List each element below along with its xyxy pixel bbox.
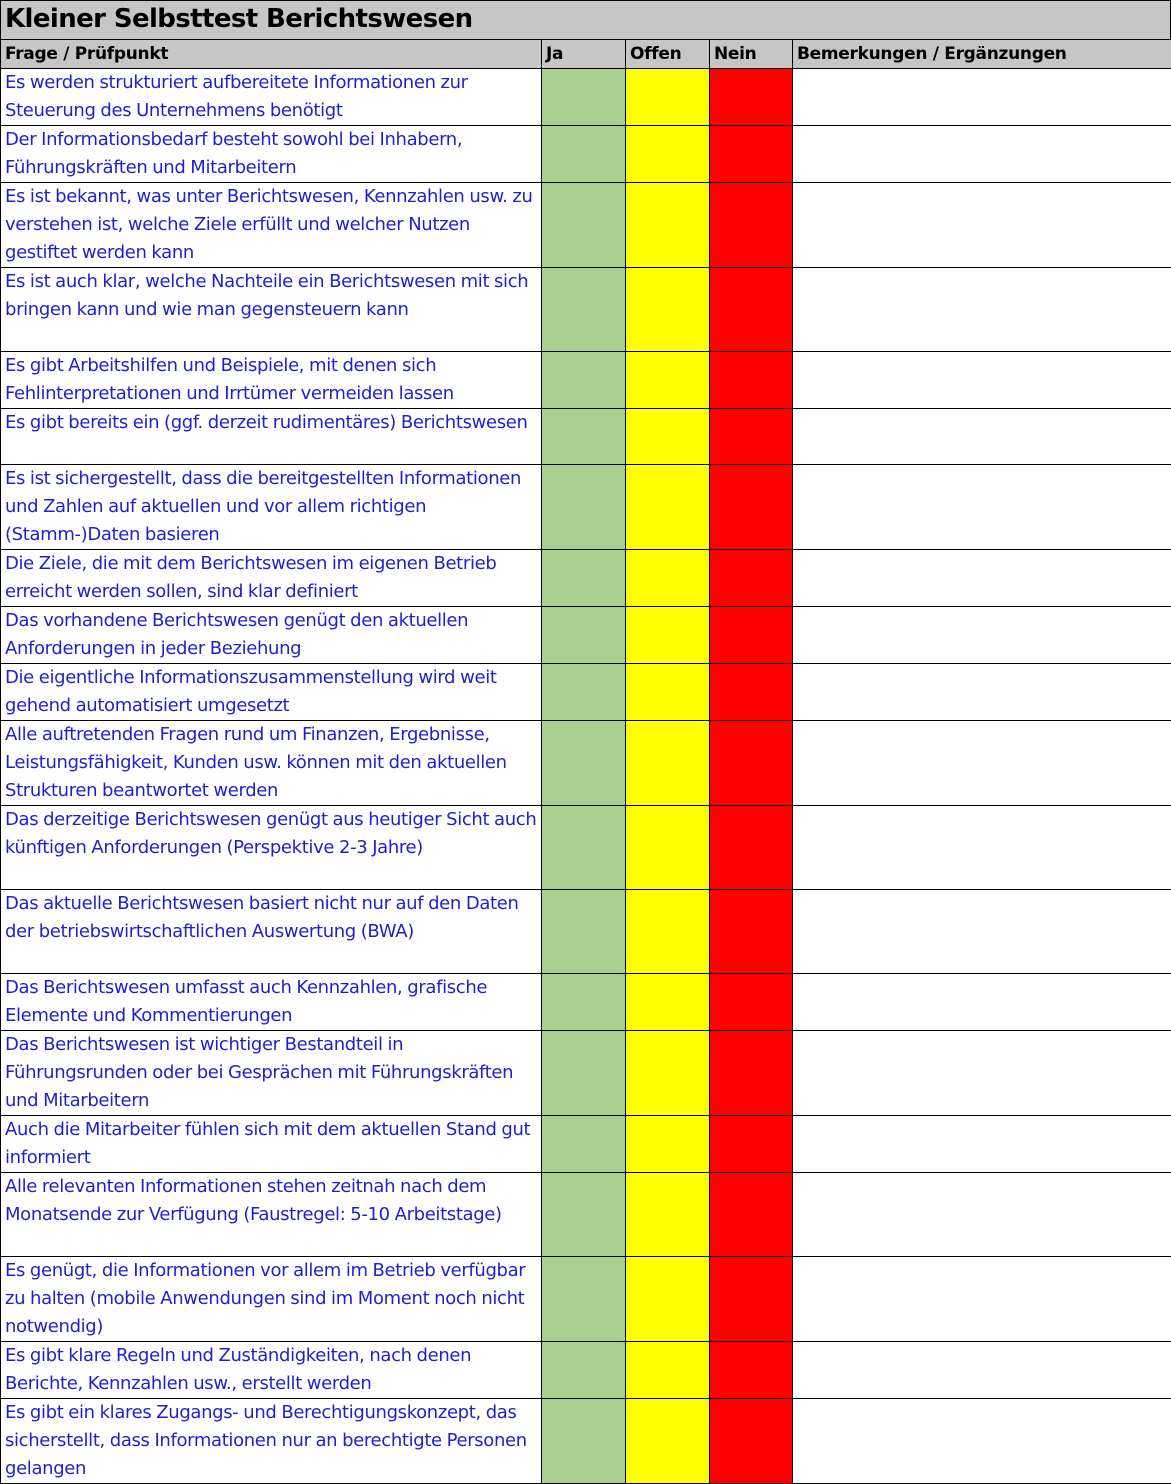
question-cell: Es gibt bereits ein (ggf. derzeit rudimentäres) Berichtswesen — [1, 409, 542, 465]
yes-cell[interactable] — [542, 974, 626, 1031]
header-remarks: Bemerkungen / Ergänzungen — [793, 40, 1171, 69]
open-cell[interactable] — [626, 1342, 710, 1399]
yes-cell[interactable] — [542, 550, 626, 607]
remarks-cell[interactable] — [793, 890, 1171, 974]
no-cell[interactable] — [710, 1116, 793, 1173]
no-cell[interactable] — [710, 721, 793, 806]
table-row — [1, 1116, 1171, 1173]
table-row — [1, 607, 1171, 664]
question-cell: Alle relevanten Informationen stehen zeitnah nach dem Monatsende zur Verfügung (Faustregel: 5-10 Arbeitstage) — [1, 1173, 542, 1257]
remarks-cell[interactable] — [793, 607, 1171, 664]
no-cell[interactable] — [710, 1031, 793, 1116]
table-row — [1, 721, 1171, 806]
question-cell: Die eigentliche Informationszusammenstellung wird weit gehend automatisiert umgesetzt — [1, 664, 542, 721]
question-cell: Alle auftretenden Fragen rund um Finanzen, Ergebnisse, Leistungsfähigkeit, Kunden usw. können mit den aktuellen Strukturen beantwortet werden — [1, 721, 542, 806]
question-cell: Es ist bekannt, was unter Berichtswesen, Kennzahlen usw. zu verstehen ist, welche Ziele erfüllt und welcher Nutzen gestiftet werden kann — [1, 183, 542, 268]
open-cell[interactable] — [626, 974, 710, 1031]
no-cell[interactable] — [710, 1257, 793, 1342]
open-cell[interactable] — [626, 352, 710, 409]
question-cell: Der Informationsbedarf besteht sowohl bei Inhabern, Führungskräften und Mitarbeitern — [1, 126, 542, 183]
open-cell[interactable] — [626, 721, 710, 806]
yes-cell[interactable] — [542, 1031, 626, 1116]
open-cell[interactable] — [626, 1116, 710, 1173]
yes-cell[interactable] — [542, 268, 626, 352]
no-cell[interactable] — [710, 183, 793, 268]
no-cell[interactable] — [710, 465, 793, 550]
table-row — [1, 1257, 1171, 1342]
table-row — [1, 352, 1171, 409]
question-cell: Das Berichtswesen umfasst auch Kennzahlen, grafische Elemente und Kommentierungen — [1, 974, 542, 1031]
remarks-cell[interactable] — [793, 409, 1171, 465]
header-row — [1, 40, 1171, 69]
yes-cell[interactable] — [542, 409, 626, 465]
remarks-cell[interactable] — [793, 974, 1171, 1031]
question-cell: Es werden strukturiert aufbereitete Informationen zur Steuerung des Unternehmens benötigt — [1, 69, 542, 126]
remarks-cell[interactable] — [793, 352, 1171, 409]
question-cell: Es ist auch klar, welche Nachteile ein Berichtswesen mit sich bringen kann und wie man gegensteuern kann — [1, 268, 542, 352]
table-row — [1, 126, 1171, 183]
table-row — [1, 974, 1171, 1031]
question-cell: Auch die Mitarbeiter fühlen sich mit dem aktuellen Stand gut informiert — [1, 1116, 542, 1173]
remarks-cell[interactable] — [793, 1257, 1171, 1342]
table-row — [1, 1031, 1171, 1116]
no-cell[interactable] — [710, 806, 793, 890]
no-cell[interactable] — [710, 550, 793, 607]
table-row — [1, 1399, 1171, 1484]
header-question: Frage / Prüfpunkt — [1, 40, 542, 69]
yes-cell[interactable] — [542, 1257, 626, 1342]
remarks-cell[interactable] — [793, 69, 1171, 126]
remarks-cell[interactable] — [793, 550, 1171, 607]
yes-cell[interactable] — [542, 607, 626, 664]
no-cell[interactable] — [710, 1173, 793, 1257]
no-cell[interactable] — [710, 607, 793, 664]
no-cell[interactable] — [710, 126, 793, 183]
remarks-cell[interactable] — [793, 721, 1171, 806]
table-row — [1, 806, 1171, 890]
table-row — [1, 1342, 1171, 1399]
remarks-cell[interactable] — [793, 268, 1171, 352]
question-cell: Die Ziele, die mit dem Berichtswesen im eigenen Betrieb erreicht werden sollen, sind klar definiert — [1, 550, 542, 607]
yes-cell[interactable] — [542, 126, 626, 183]
yes-cell[interactable] — [542, 664, 626, 721]
table-row — [1, 550, 1171, 607]
open-cell[interactable] — [626, 69, 710, 126]
remarks-cell[interactable] — [793, 126, 1171, 183]
open-cell[interactable] — [626, 409, 710, 465]
remarks-cell[interactable] — [793, 465, 1171, 550]
open-cell[interactable] — [626, 268, 710, 352]
yes-cell[interactable] — [542, 69, 626, 126]
yes-cell[interactable] — [542, 183, 626, 268]
yes-cell[interactable] — [542, 1116, 626, 1173]
no-cell[interactable] — [710, 1342, 793, 1399]
sheet-title: Kleiner Selbsttest Berichtswesen — [0, 0, 1171, 39]
no-cell[interactable] — [710, 890, 793, 974]
open-cell[interactable] — [626, 607, 710, 664]
open-cell[interactable] — [626, 1257, 710, 1342]
no-cell[interactable] — [710, 974, 793, 1031]
table-row — [1, 69, 1171, 126]
open-cell[interactable] — [626, 550, 710, 607]
table-row — [1, 890, 1171, 974]
open-cell[interactable] — [626, 890, 710, 974]
question-cell: Das aktuelle Berichtswesen basiert nicht nur auf den Daten der betriebswirtschaftlichen Auswertung (BWA) — [1, 890, 542, 974]
question-cell: Es gibt klare Regeln und Zuständigkeiten, nach denen Berichte, Kennzahlen usw., erstellt werden — [1, 1342, 542, 1399]
header-open: Offen — [626, 40, 710, 69]
yes-cell[interactable] — [542, 721, 626, 806]
remarks-cell[interactable] — [793, 183, 1171, 268]
question-cell: Es gibt ein klares Zugangs- und Berechtigungskonzept, das sicherstellt, dass Informationen nur an berechtigte Personen gelangen — [1, 1399, 542, 1484]
no-cell[interactable] — [710, 409, 793, 465]
open-cell[interactable] — [626, 1173, 710, 1257]
yes-cell[interactable] — [542, 1399, 626, 1484]
table-row — [1, 183, 1171, 268]
open-cell[interactable] — [626, 806, 710, 890]
remarks-cell[interactable] — [793, 1399, 1171, 1484]
open-cell[interactable] — [626, 1399, 710, 1484]
yes-cell[interactable] — [542, 806, 626, 890]
question-cell: Es gibt Arbeitshilfen und Beispiele, mit denen sich Fehlinterpretationen und Irrtümer vermeiden lassen — [1, 352, 542, 409]
open-cell[interactable] — [626, 183, 710, 268]
open-cell[interactable] — [626, 1031, 710, 1116]
remarks-cell[interactable] — [793, 1031, 1171, 1116]
open-cell[interactable] — [626, 465, 710, 550]
yes-cell[interactable] — [542, 1342, 626, 1399]
no-cell[interactable] — [710, 664, 793, 721]
remarks-cell[interactable] — [793, 1173, 1171, 1257]
remarks-cell[interactable] — [793, 1342, 1171, 1399]
question-cell: Das Berichtswesen ist wichtiger Bestandteil in Führungsrunden oder bei Gesprächen mit Führungskräften und Mitarbeitern — [1, 1031, 542, 1116]
remarks-cell[interactable] — [793, 806, 1171, 890]
table-row — [1, 465, 1171, 550]
no-cell[interactable] — [710, 69, 793, 126]
no-cell[interactable] — [710, 268, 793, 352]
table-row — [1, 1173, 1171, 1257]
question-cell: Das vorhandene Berichtswesen genügt den aktuellen Anforderungen in jeder Beziehung — [1, 607, 542, 664]
open-cell[interactable] — [626, 664, 710, 721]
open-cell[interactable] — [626, 126, 710, 183]
no-cell[interactable] — [710, 1399, 793, 1484]
table-row — [1, 268, 1171, 352]
selftest-table — [0, 39, 1171, 1484]
no-cell[interactable] — [710, 352, 793, 409]
question-rows — [1, 69, 1171, 1484]
yes-cell[interactable] — [542, 1173, 626, 1257]
remarks-cell[interactable] — [793, 664, 1171, 721]
question-cell: Es ist sichergestellt, dass die bereitgestellten Informationen und Zahlen auf aktuellen und vor allem richtigen (Stamm-)Daten basieren — [1, 465, 542, 550]
question-cell: Es genügt, die Informationen vor allem im Betrieb verfügbar zu halten (mobile Anwendungen sind im Moment noch nicht notwendig) — [1, 1257, 542, 1342]
header-no: Nein — [710, 40, 793, 69]
table-row — [1, 409, 1171, 465]
yes-cell[interactable] — [542, 465, 626, 550]
question-cell: Das derzeitige Berichtswesen genügt aus heutiger Sicht auch künftigen Anforderungen (Perspektive 2-3 Jahre) — [1, 806, 542, 890]
header-yes: Ja — [542, 40, 626, 69]
remarks-cell[interactable] — [793, 1116, 1171, 1173]
yes-cell[interactable] — [542, 352, 626, 409]
yes-cell[interactable] — [542, 890, 626, 974]
table-row — [1, 664, 1171, 721]
